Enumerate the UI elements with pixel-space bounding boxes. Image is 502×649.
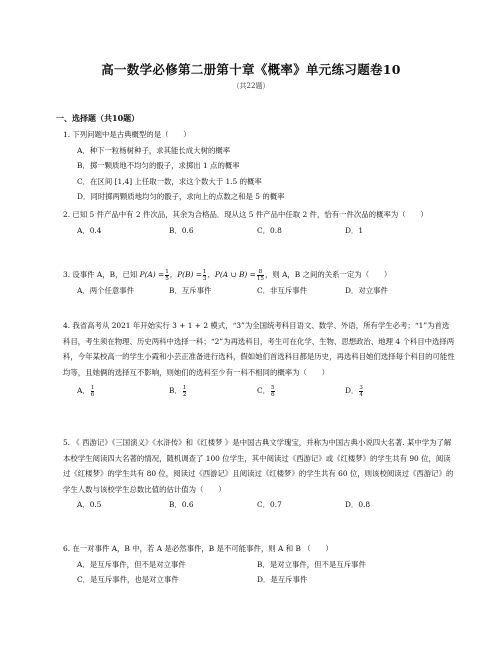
question-6 [63, 541, 455, 588]
option-d: D． $\frac{3}{4}$ [345, 384, 363, 398]
document-title: 高一数学必修第二册第十章《概率》单元练习题卷10 [101, 62, 401, 77]
fraction: $\frac{1}{5}$ [165, 268, 169, 282]
option-d: D．对立事件 [345, 285, 388, 295]
option-b: B．互斥事件 [169, 285, 212, 295]
option-c: C． $\frac{5}{6}$ [257, 384, 275, 398]
option-d: D．1 [345, 225, 364, 235]
fraction: $\frac{1}{3}$ [202, 268, 207, 282]
question-1 [63, 127, 455, 205]
option-a: A．种下一粒杨树种子，求其能长成大树的概率 [77, 145, 231, 155]
fraction: $\frac{8}{15}$ [256, 268, 264, 282]
option-d: D．是互斥事件 [257, 575, 308, 584]
option-c: C．0.8 [257, 225, 282, 235]
option-a: A． $\frac{1}{6}$ [77, 384, 95, 398]
option-b: B．掷一颗质地不均匀的骰子，求掷出 1 点的概率 [77, 161, 240, 170]
option-b: B．0.6 [169, 225, 194, 235]
option-c: C．0.7 [257, 500, 282, 509]
question-stem: 1. 下列问题中是古典概型的是（ ） [63, 130, 191, 139]
question-stem: 4. 我省高考从 2021 年开始实行 3 + 1 + 2 模式，“3”为全国统考科目语文、数学、外语，所有学生必考；“1”为首选科目，考生须在物理、历史两科中选择一科；“2”为再选科目，考生可在化学、生物、思想政治、地理 4 个科目中选择两科，今年某校高一的学生小霞和小芸正准备进行选科，假如她们首选科目都是历史，再选科目她们选择每个科目的可能性均等，且她俩的选择互不影响，则她们的选科至少有一科不相同的概率为（ ） [63, 321, 455, 377]
option-b: B．0.6 [169, 500, 194, 509]
option-a: A．0.4 [77, 225, 102, 235]
question-stem: 5. 《 西游记》《三国演义》《水浒传》和《红楼梦 》是中国古典文学瑰宝，并称为中国古典小说四大名著. 某中学为了解本校学生阅读四大名著的情况，随机调查了 100 位学生，其中阅读过《西游记》或《红楼梦》的学生共有 90 位，阅读过《红楼梦》的学生共有 80 位，阅读过《西游记》且阅读过《红楼梦》的学生共有 60 位，则该校阅读过《西游记》的学生人数与该校学生总数比值的估计值为（ ） [63, 438, 454, 494]
question-count: （共22题） [232, 82, 270, 90]
option-c: C．是互斥事件，也是对立事件 [77, 575, 179, 584]
question-2 [63, 207, 433, 238]
option-c: C．非互斥事件 [257, 285, 307, 295]
option-a: A．是互斥事件，但不是对立事件 [77, 559, 186, 569]
question-5 [63, 435, 455, 513]
option-b: B． $\frac{1}{2}$ [169, 384, 187, 398]
question-stem: 2. 已知 5 件产品中有 2 件次品，其余为合格品．现从这 5 件产品中任取 2 件，恰有一件次品的概率为（ ） [63, 210, 428, 219]
question-stem: 6. 在一对事件 A，B 中，若 A 是必然事件，B 是不可能事件，则 A 和 B （ ） [63, 544, 333, 553]
question-4 [63, 318, 455, 401]
option-b: B．是对立事件，但不是互斥事件 [257, 559, 366, 569]
option-a: A．两个任意事件 [77, 285, 135, 295]
option-c: C．在区间 [1,4] 上任取一数，求这个数大于 1.5 的概率 [77, 176, 262, 186]
question-stem: 3. 设事件 A，B，已知 P(A) = $\frac{1}{5}$ ，P(B) = $\frac{1}{3}$ ，P(A ∪ B) = $\frac{8}{15}$ ，则 A，B 之间的关系一定为（ ） [63, 268, 392, 282]
question-3 [63, 267, 455, 298]
option-d: D．0.8 [345, 500, 371, 509]
option-a: A．0.5 [77, 500, 102, 509]
option-d: D．同时掷两颗质地均匀的骰子，求向上的点数之和是 5 的概率 [77, 192, 285, 201]
section-heading: 一、选择题（共10题） [56, 113, 140, 123]
